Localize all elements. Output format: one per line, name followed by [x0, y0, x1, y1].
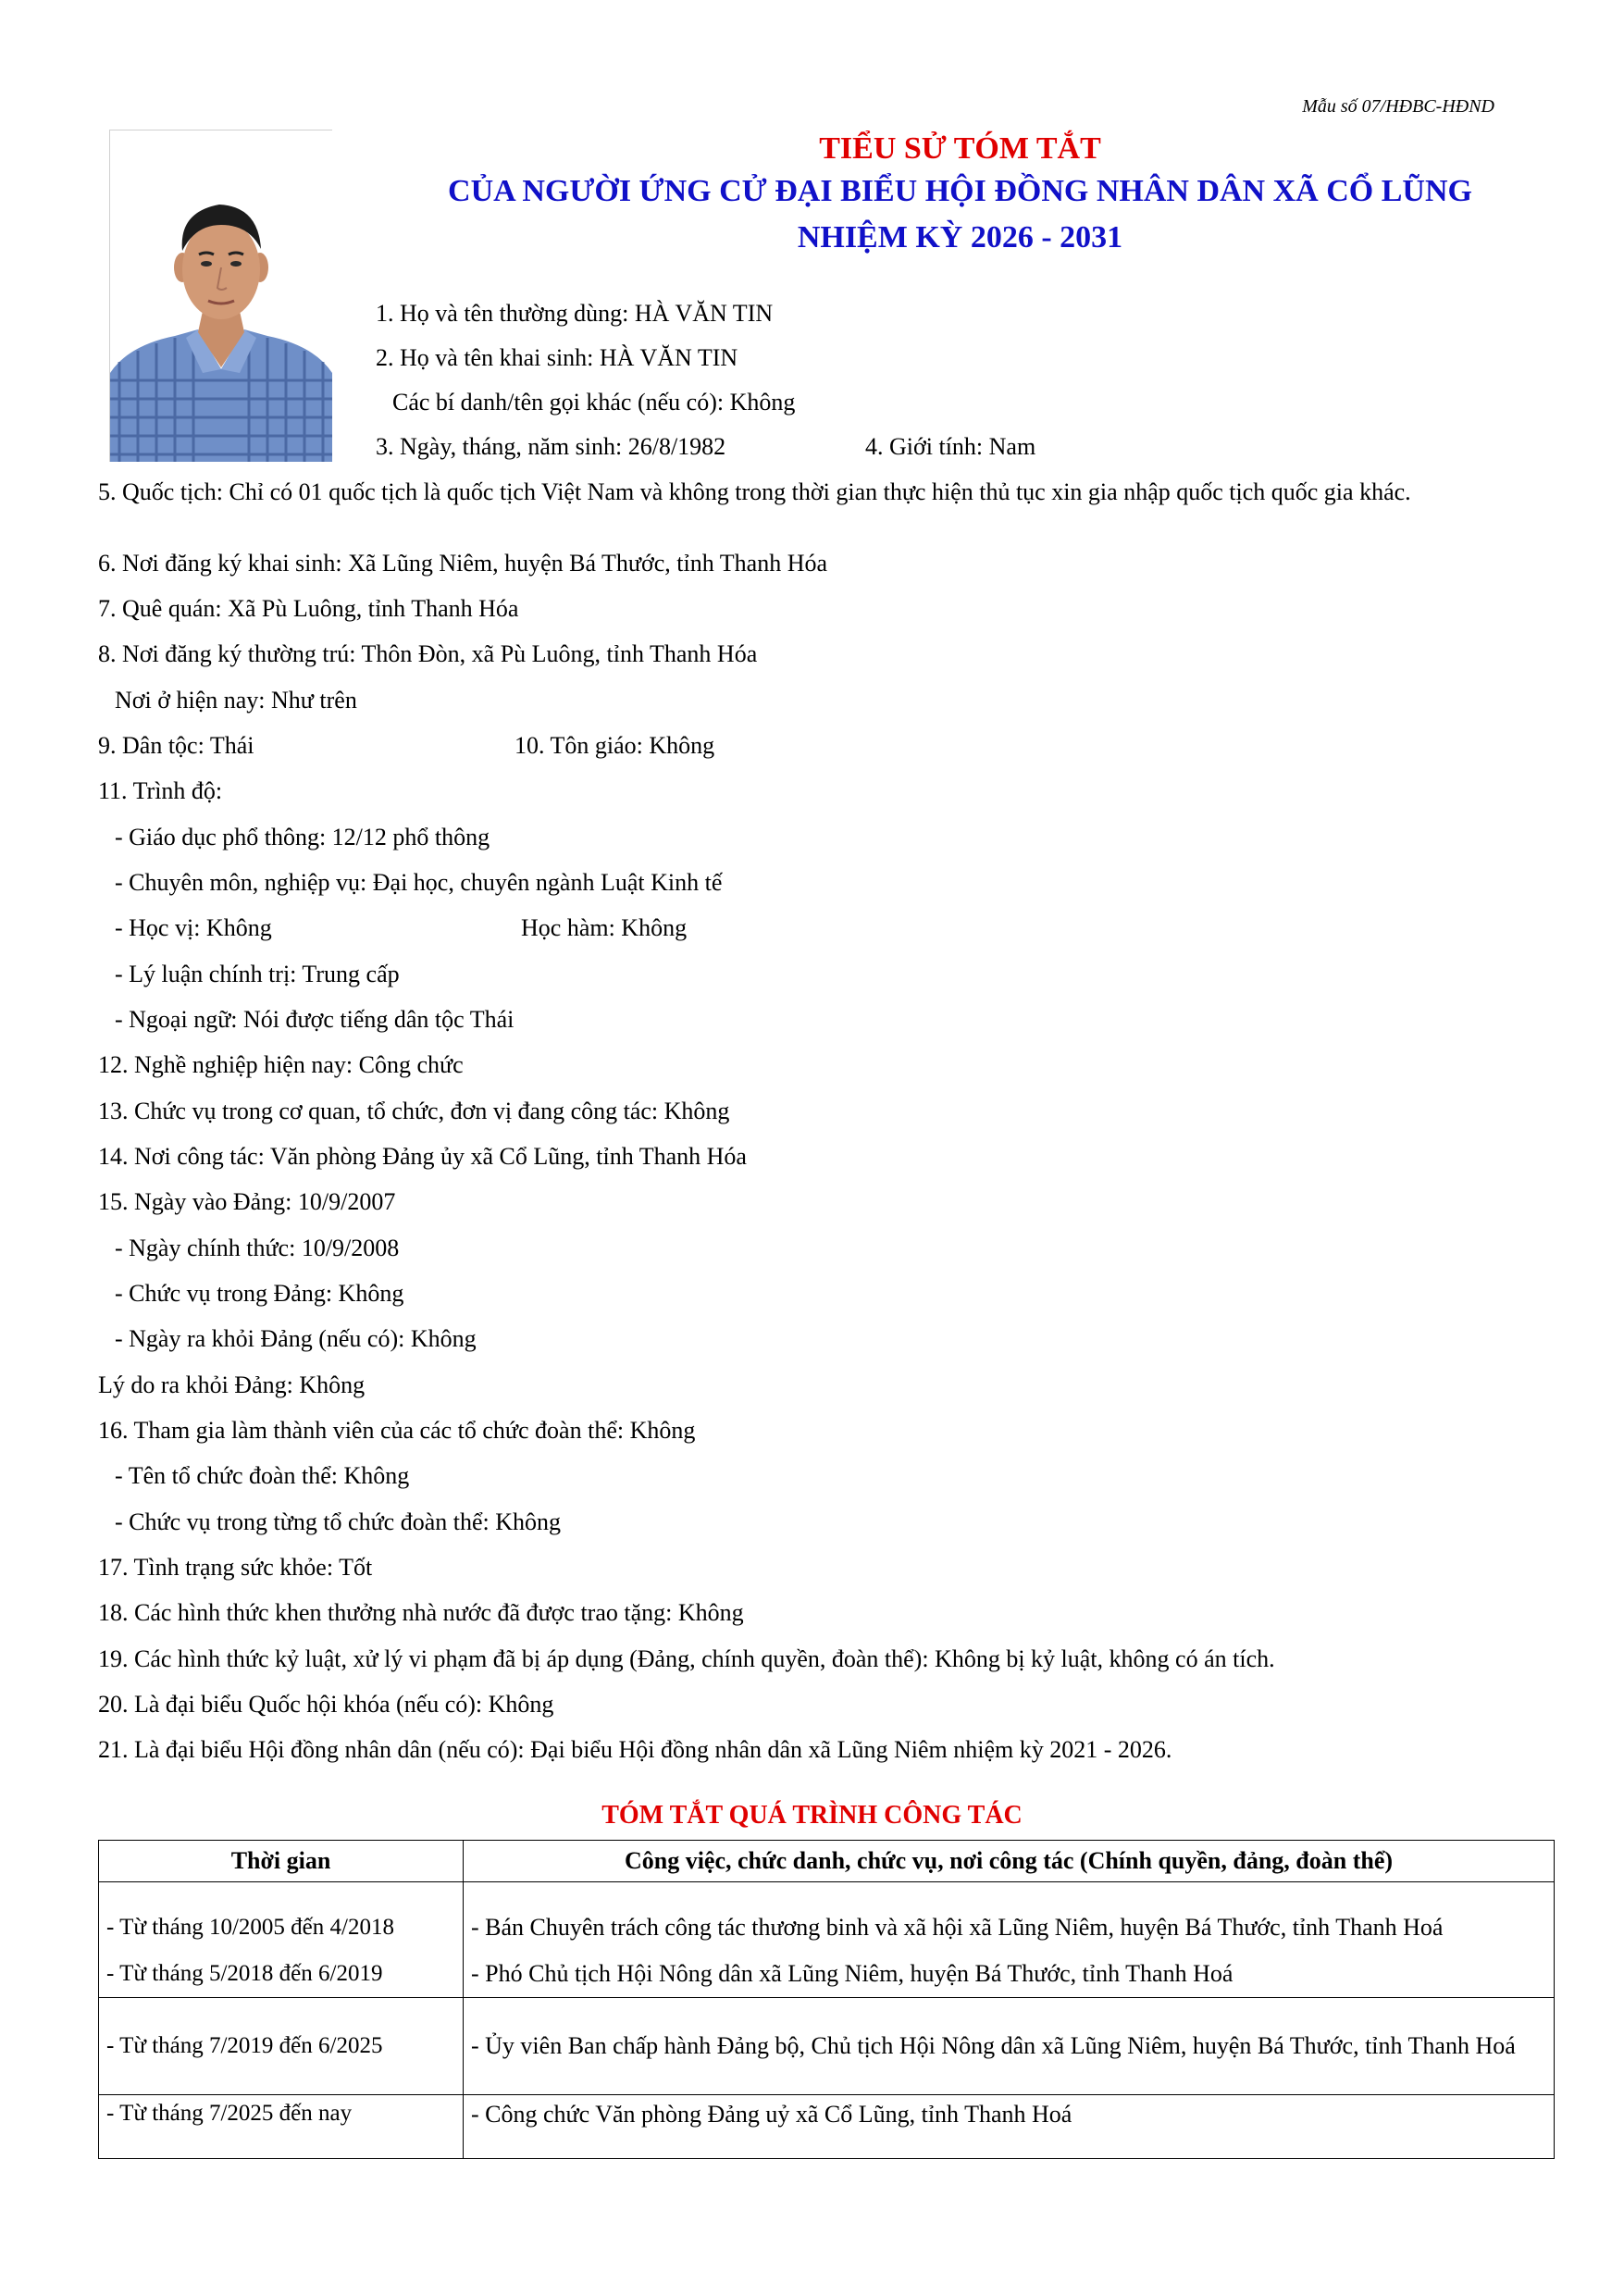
- time-entry: - Từ tháng 7/2025 đến nay: [106, 2101, 353, 2126]
- table-row: [99, 1882, 1555, 1998]
- field-birth-registration: 6. Nơi đăng ký khai sinh: Xã Lũng Niêm, huyện Bá Thước, tỉnh Thanh Hóa: [98, 550, 828, 577]
- field-party-leave-date: - Ngày ra khỏi Đảng (nếu có): Không: [115, 1325, 477, 1352]
- field-party-position: - Chức vụ trong Đảng: Không: [115, 1280, 404, 1307]
- field-degree: - Học vị: Không: [115, 914, 272, 941]
- time-entry: - Từ tháng 7/2019 đến 6/2025: [106, 2033, 383, 2058]
- field-discipline: 19. Các hình thức kỷ luật, xử lý vi phạm đã bị áp dụng (Đảng, chính quyền, đoàn thể): Không bị kỷ luật, không có án tích.: [98, 1645, 1275, 1672]
- field-organization-position: - Chức vụ trong từng tổ chức đoàn thể: Không: [115, 1508, 562, 1535]
- table-header-row: [99, 1841, 1555, 1882]
- table-cell-time: [99, 1998, 464, 2095]
- field-common-name: 1. Họ và tên thường dùng: HÀ VĂN TIN: [376, 300, 774, 327]
- field-education-heading: 11. Trình độ:: [98, 777, 223, 804]
- field-birth-name: 2. Họ và tên khai sinh: HÀ VĂN TIN: [376, 344, 738, 371]
- table-cell-time: [99, 1882, 464, 1998]
- column-header-time: Thời gian: [99, 1841, 464, 1882]
- table-cell-work: [464, 1998, 1555, 2095]
- field-occupation: 12. Nghề nghiệp hiện nay: Công chức: [98, 1051, 464, 1078]
- table-row: [99, 1998, 1555, 2095]
- field-workplace: 14. Nơi công tác: Văn phòng Đảng ủy xã Cổ Lũng, tỉnh Thanh Hóa: [98, 1143, 747, 1170]
- time-entry: - Từ tháng 10/2005 đến 4/2018: [106, 1915, 394, 1940]
- field-gender: 4. Giới tính: Nam: [865, 433, 1036, 460]
- field-party-join-date: 15. Ngày vào Đảng: 10/9/2007: [98, 1188, 396, 1215]
- field-national-assembly: 20. Là đại biểu Quốc hội khóa (nếu có): Không: [98, 1691, 554, 1718]
- work-entry: - Công chức Văn phòng Đảng uỷ xã Cổ Lũng, tỉnh Thanh Hoá: [471, 2101, 1072, 2128]
- field-general-education: - Giáo dục phổ thông: 12/12 phổ thông: [115, 824, 490, 850]
- term-period: NHIỆM KỲ 2026 - 2031: [797, 220, 1123, 254]
- field-organization-name: - Tên tổ chức đoàn thể: Không: [115, 1462, 410, 1489]
- table-cell-time: [99, 2095, 464, 2159]
- field-peoples-council: 21. Là đại biểu Hội đồng nhân dân (nếu có): Đại biểu Hội đồng nhân dân xã Lũng Niêm nhiệm kỳ 2021 - 2026.: [98, 1736, 1172, 1763]
- field-position: 13. Chức vụ trong cơ quan, tổ chức, đơn vị đang công tác: Không: [98, 1098, 730, 1124]
- column-header-work: Công việc, chức danh, chức vụ, nơi công tác (Chính quyền, đảng, đoàn thể): [464, 1841, 1555, 1882]
- field-hometown: 7. Quê quán: Xã Pù Luông, tỉnh Thanh Hóa: [98, 595, 519, 622]
- table-cell-work: [464, 2095, 1555, 2159]
- field-specialization: - Chuyên môn, nghiệp vụ: Đại học, chuyên ngành Luật Kinh tế: [115, 869, 723, 896]
- field-religion: 10. Tôn giáo: Không: [514, 732, 715, 759]
- field-ethnicity: 9. Dân tộc: Thái: [98, 732, 254, 759]
- field-political-theory: - Lý luận chính trị: Trung cấp: [115, 961, 400, 987]
- field-aliases: Các bí danh/tên gọi khác (nếu có): Không: [392, 389, 796, 416]
- field-permanent-residence: 8. Nơi đăng ký thường trú: Thôn Đòn, xã Pù Luông, tỉnh Thanh Hóa: [98, 640, 758, 667]
- field-academic-title: Học hàm: Không: [521, 914, 688, 941]
- field-foreign-language: - Ngoại ngữ: Nói được tiếng dân tộc Thái: [115, 1006, 514, 1033]
- time-entry: - Từ tháng 5/2018 đến 6/2019: [106, 1961, 383, 1986]
- field-birth-date: 3. Ngày, tháng, năm sinh: 26/8/1982: [376, 433, 726, 460]
- portrait-photo: [109, 130, 332, 462]
- document-title-block: [333, 130, 1587, 261]
- field-party-official-date: - Ngày chính thức: 10/9/2008: [115, 1235, 400, 1261]
- table-row: [99, 2095, 1555, 2159]
- work-history-table: [98, 1840, 1555, 2159]
- document-subtitle: CỦA NGƯỜI ỨNG CỬ ĐẠI BIỂU HỘI ĐỒNG NHÂN DÂN XÃ CỔ LŨNG: [448, 174, 1472, 208]
- field-health: 17. Tình trạng sức khỏe: Tốt: [98, 1554, 373, 1581]
- work-history-title: TÓM TẮT QUÁ TRÌNH CÔNG TÁC: [601, 1801, 1023, 1830]
- field-awards: 18. Các hình thức khen thưởng nhà nước đã được trao tặng: Không: [98, 1599, 744, 1626]
- work-entry: - Ủy viên Ban chấp hành Đảng bộ, Chủ tịch Hội Nông dân xã Lũng Niêm, huyện Bá Thước, tỉnh Thanh Hoá: [471, 2032, 1516, 2059]
- field-nationality: 5. Quốc tịch: Chỉ có 01 quốc tịch là quốc tịch Việt Nam và không trong thời gian thực hiện thủ tục xin gia nhập quốc tịch quốc gia khác.: [98, 478, 1411, 505]
- field-organizations: 16. Tham gia làm thành viên của các tổ chức đoàn thể: Không: [98, 1417, 696, 1444]
- field-current-residence: Nơi ở hiện nay: Như trên: [115, 687, 357, 714]
- document-title: TIỂU SỬ TÓM TẮT: [819, 131, 1101, 166]
- field-party-leave-reason: Lý do ra khỏi Đảng: Không: [98, 1371, 366, 1398]
- work-entry: - Bán Chuyên trách công tác thương binh và xã hội xã Lũng Niêm, huyện Bá Thước, tỉnh Thanh Hoá: [471, 1914, 1444, 1941]
- form-code: Mẫu số 07/HĐBC-HĐND: [1302, 96, 1494, 117]
- table-cell-work: [464, 1882, 1555, 1998]
- work-entry: - Phó Chủ tịch Hội Nông dân xã Lũng Niêm, huyện Bá Thước, tỉnh Thanh Hoá: [471, 1960, 1233, 1987]
